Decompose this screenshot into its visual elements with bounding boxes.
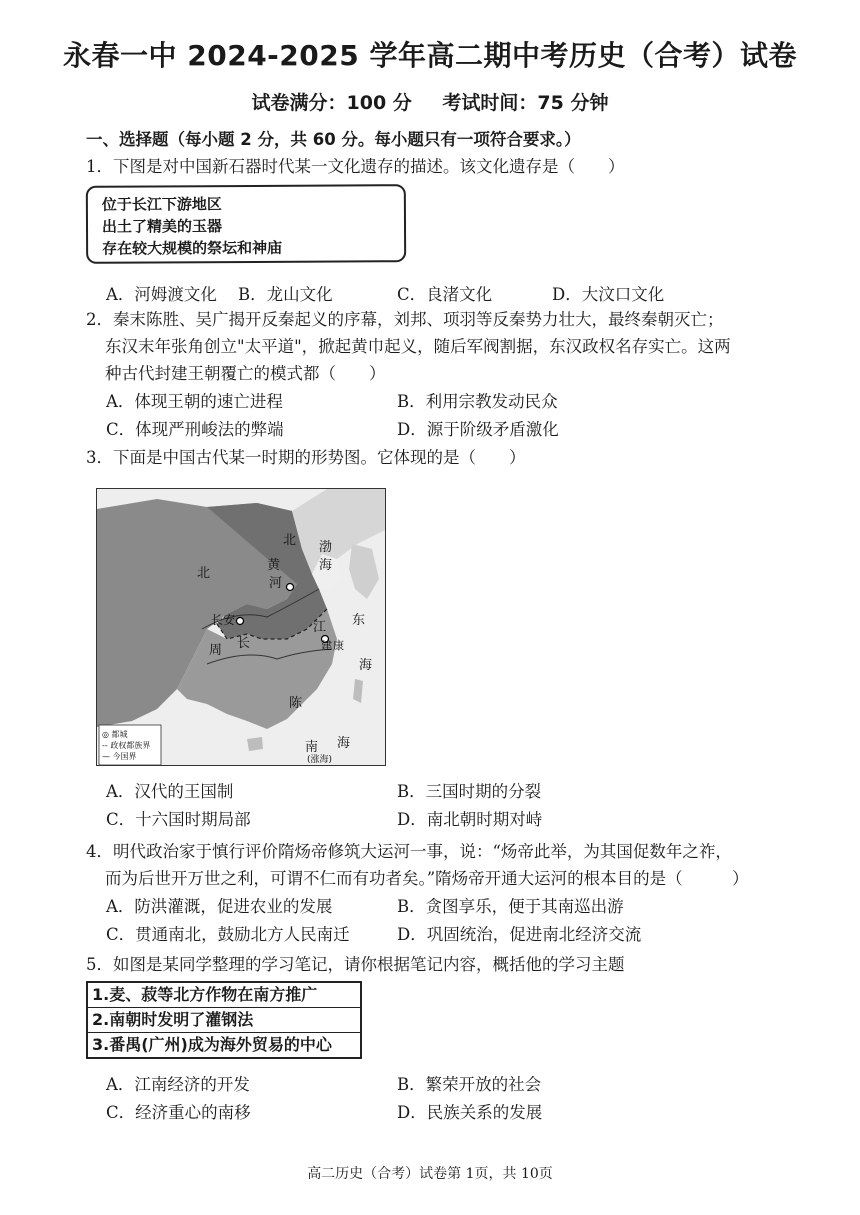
- map-label: 河: [269, 576, 283, 591]
- q1-box-line: 存在较大规模的祭坛和神庙: [102, 238, 283, 258]
- capital-marker: [237, 618, 244, 625]
- q4-stem-line: 而为后世开万世之利，可谓不仁而有功者矣。”隋炀帝开通大运河的根本目的是（ ）: [105, 869, 749, 888]
- q1-stem: 1．下图是对中国新石器时代某一文化遗存的描述。该文化遗存是（ ）: [86, 157, 625, 176]
- q2-stem-line: 2．秦末陈胜、吴广揭开反秦起义的序幕，刘邦、项羽等反秦势力壮大，最终秦朝灭亡；: [86, 310, 724, 329]
- section-heading: 一、选择题（每小题 2 分，共 60 分。每小题只有一项符合要求。）: [86, 130, 581, 149]
- q2-option-b: B．利用宗教发动民众: [397, 392, 558, 411]
- q1-box-line: 位于长江下游地区: [101, 195, 222, 214]
- full-score: 试卷满分：100 分: [251, 92, 412, 114]
- q2-option-a: A．体现王朝的速亡进程: [106, 392, 283, 411]
- q1-option-a: A．河姆渡文化: [106, 285, 217, 304]
- q3-option-a: A．汉代的王国制: [106, 782, 234, 801]
- map-label: 长: [237, 636, 251, 651]
- map-label: 北: [197, 566, 211, 581]
- q4-option-a: A．防洪灌溉，促进农业的发展: [106, 897, 333, 916]
- map-label: 长安: [211, 613, 236, 627]
- q4-option-d: D．巩固统治，促进南北经济交流: [397, 925, 642, 944]
- q1-description-box: [86, 184, 406, 264]
- map-drawing: [97, 489, 386, 766]
- q5-option-c: C．经济重心的南移: [106, 1103, 251, 1122]
- q2-option-d: D．源于阶级矛盾激化: [397, 420, 559, 439]
- q1-box-line: 出土了精美的玉器: [101, 217, 223, 236]
- exam-title: 永春一中 2024-2025 学年高二期中考历史（合考）试卷: [63, 39, 797, 72]
- map-label: 南: [305, 740, 319, 755]
- q3-stem: 3．下面是中国古代某一时期的形势图。它体现的是（ ）: [86, 448, 526, 467]
- map-label: 江: [313, 620, 327, 635]
- q4-stem-line: 4．明代政治家于慎行评价隋炀帝修筑大运河一事，说：“炀帝此举，为其国促数年之祚，: [86, 842, 732, 861]
- map-label: 海: [337, 736, 351, 751]
- q5-option-a: A．江南经济的开发: [106, 1075, 250, 1094]
- q3-option-c: C．十六国时期局部: [106, 810, 251, 829]
- map-label: 渤: [319, 540, 333, 555]
- map-legend-item: — 今国界: [102, 752, 137, 761]
- map-label: 陈: [289, 696, 303, 711]
- q2-stem-line: 东汉末年张角创立"太平道"，掀起黄巾起义，随后军阀割据，东汉政权名存实亡。这两: [105, 337, 731, 356]
- exam-info: [0, 88, 860, 115]
- historical-map: [96, 488, 386, 766]
- q5-note-line: 2.南朝时发明了灌钢法: [88, 1008, 360, 1033]
- q3-option-d: D．南北朝时期对峙: [397, 810, 543, 829]
- q2-stem-line: 种古代封建王朝覆亡的模式都（ ）: [105, 364, 386, 383]
- q1-option-b: B．龙山文化: [238, 285, 333, 304]
- map-label: 海: [359, 658, 373, 673]
- capital-marker: [287, 584, 294, 591]
- map-label: 东: [352, 613, 366, 628]
- map-label: 黄: [267, 558, 281, 573]
- map-legend-item: -- 政权都族界: [102, 741, 151, 750]
- q3-option-b: B．三国时期的分裂: [397, 782, 542, 801]
- q1-option-c: C．良渚文化: [397, 285, 493, 304]
- q5-option-d: D．民族关系的发展: [397, 1103, 543, 1122]
- map-label: 周: [209, 643, 223, 658]
- q4-option-b: B．贪图享乐，便于其南巡出游: [397, 897, 624, 916]
- q1-option-d: D．大汶口文化: [552, 285, 665, 304]
- exam-time: 考试时间：75 分钟: [442, 92, 609, 114]
- q5-notes-box: [86, 981, 362, 1059]
- map-label: 建: [321, 639, 332, 652]
- page-footer: 高二历史（合考）试卷第 1页，共 10页: [307, 1166, 553, 1182]
- q5-stem: 5．如图是某同学整理的学习笔记，请你根据笔记内容，概括他的学习主题: [86, 955, 625, 974]
- q5-note-line: 3.番禺(广州)成为海外贸易的中心: [92, 1035, 332, 1054]
- q4-option-c: C．贯通南北，鼓励北方人民南迁: [106, 925, 350, 944]
- map-label: 海: [319, 558, 333, 573]
- q5-note-line: 1.麦、菽等北方作物在南方推广: [88, 983, 360, 1008]
- map-legend-item: ◎ 都城: [102, 730, 128, 739]
- map-label: (涨海): [307, 755, 333, 765]
- map-label: 北: [283, 533, 297, 548]
- q5-option-b: B．繁荣开放的社会: [397, 1075, 542, 1094]
- map-label: 康: [333, 639, 344, 652]
- q2-option-c: C．体现严刑峻法的弊端: [106, 420, 284, 439]
